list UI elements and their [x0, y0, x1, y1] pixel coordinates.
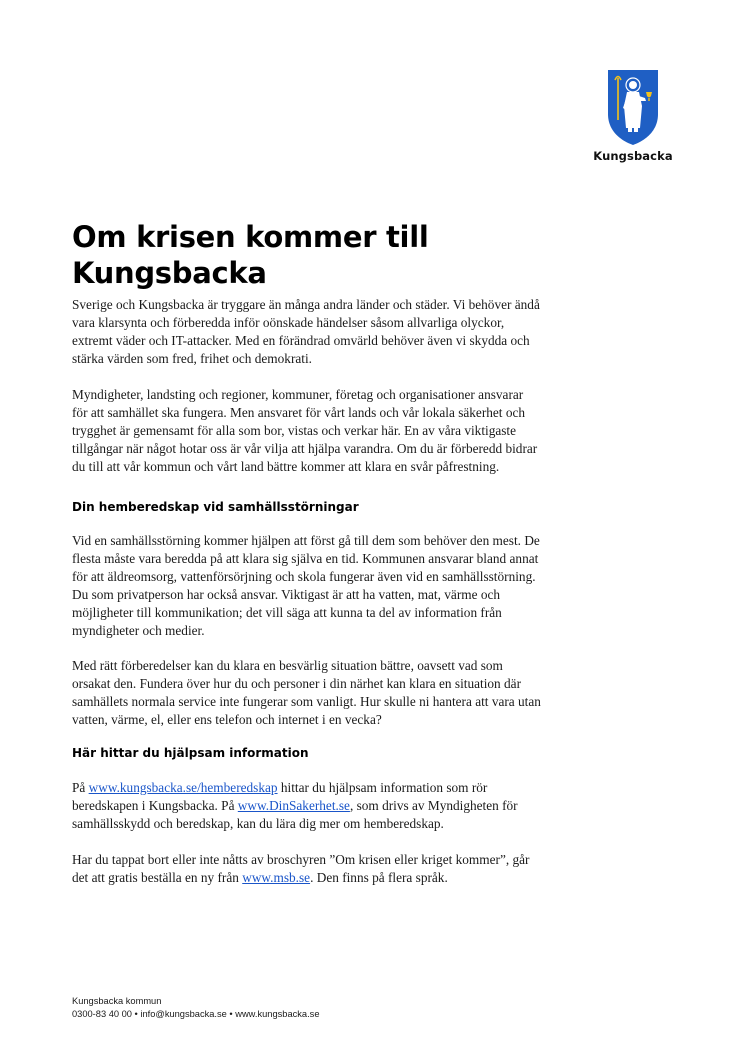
text-line [72, 797, 592, 815]
text-line: du till att vår kommun och vårt land bättre kommer att klara en svår påfrestning. [72, 459, 500, 474]
logo-text: Kungsbacka [593, 149, 673, 163]
title-line: Kungsbacka [72, 256, 267, 290]
text-fragment: hittar du hjälpsam information som rör [277, 780, 488, 795]
text-line: Sverige och Kungsbacka är tryggare än många andra länder och städer. Vi behöver ändå [72, 297, 540, 312]
text-line: Myndigheter, landsting och regioner, kommuner, företag och organisationer ansvarar [72, 387, 524, 402]
text-line: tillgångar när något hotar oss är vår vilja att hjälpa varandra. Om du är förberedd bidrar [72, 441, 538, 456]
text-line: Vid en samhällsstörning kommer hjälpen att först gå till dem som behöver den mest. De [72, 533, 540, 548]
link-msb[interactable]: www.msb.se [242, 870, 311, 885]
text-line: orsakat den. Fundera över hur du och personer i din närhet kan klara en situation där [72, 676, 521, 691]
text-line [72, 779, 592, 797]
footer-org: Kungsbacka kommun [72, 996, 162, 1006]
text-fragment: det att gratis beställa en ny från [72, 870, 243, 885]
text-line: flesta måste vara beredda på att klara sig själva en tid. Kommunen ansvarar bland annat [72, 551, 539, 566]
text-line: Med rätt förberedelser kan du klara en besvärlig situation bättre, oavsett vad som [72, 658, 503, 673]
text-line: vara klarsynta och förberedda inför oönskade händelser såsom allvarliga olyckor, [72, 315, 505, 330]
text-line: stärka värden som fred, frihet och demokrati. [72, 351, 312, 366]
title-line: Om krisen kommer till [72, 220, 429, 254]
text-line: samhällets normala service inte fungerar som vanligt. Hur skulle ni hantera att vara utan [72, 694, 541, 709]
footer-contact: 0300-83 40 00 • info@kungsbacka.se • www.kungsbacka.se [72, 1009, 320, 1019]
text-fragment: På [72, 780, 89, 795]
kungsbacka-logo[interactable] [589, 68, 677, 168]
text-line: Har du tappat bort eller inte nåtts av broschyren ”Om krisen eller kriget kommer”, går [72, 852, 530, 867]
links-paragraph [72, 779, 592, 833]
link-kungsbacka-hemberedskap[interactable]: www.kungsbacka.se/hemberedskap [88, 780, 278, 795]
brochure-paragraph [72, 851, 592, 887]
responsibility-paragraph [72, 386, 592, 476]
text-fragment: beredskapen i Kungsbacka. På [72, 798, 238, 813]
text-line: för att äldreomsorg, vattenförsörjning och skola fungerar även vid en samhällsstörning. [72, 569, 536, 584]
footer [72, 995, 472, 1021]
section-heading-hemberedskap: Din hemberedskap vid samhällsstörningar [72, 500, 359, 514]
text-fragment: . Den finns på flera språk. [310, 870, 448, 885]
text-line [72, 869, 592, 887]
text-line: vatten, värme, el, eller ens telefon och internet i en vecka? [72, 712, 382, 727]
page-title [72, 219, 592, 291]
link-dinsakerhet[interactable]: www.DinSakerhet.se [237, 798, 350, 813]
text-line: myndigheter och medier. [72, 623, 205, 638]
text-fragment: , som drivs av Myndigheten för [349, 798, 518, 813]
text-line: för att samhället ska fungera. Men ansvaret för vårt lands och vår lokala säkerhet och [72, 405, 526, 420]
intro-paragraph [72, 296, 592, 368]
text-line: extremt väder och IT-attacker. Med en förändrad omvärld behöver även vi skydda och [72, 333, 530, 348]
preparation-paragraph [72, 657, 592, 729]
section-heading-information: Här hittar du hjälpsam information [72, 746, 309, 760]
hemberedskap-paragraph [72, 532, 592, 640]
text-line: trygghet är gemensamt för alla som bor, vistas och verkar här. En av våra viktigaste [72, 423, 517, 438]
text-line: samhällsskydd och beredskap, kan du lära dig mer om hemberedskap. [72, 816, 444, 831]
text-line: möjligheter till kommunikation; det vill säga att kunna ta del av information från [72, 605, 502, 620]
coat-of-arms-icon [606, 68, 660, 146]
text-line: Du som privatperson har också ansvar. Viktigast är att ha vatten, mat, värme och [72, 587, 501, 602]
